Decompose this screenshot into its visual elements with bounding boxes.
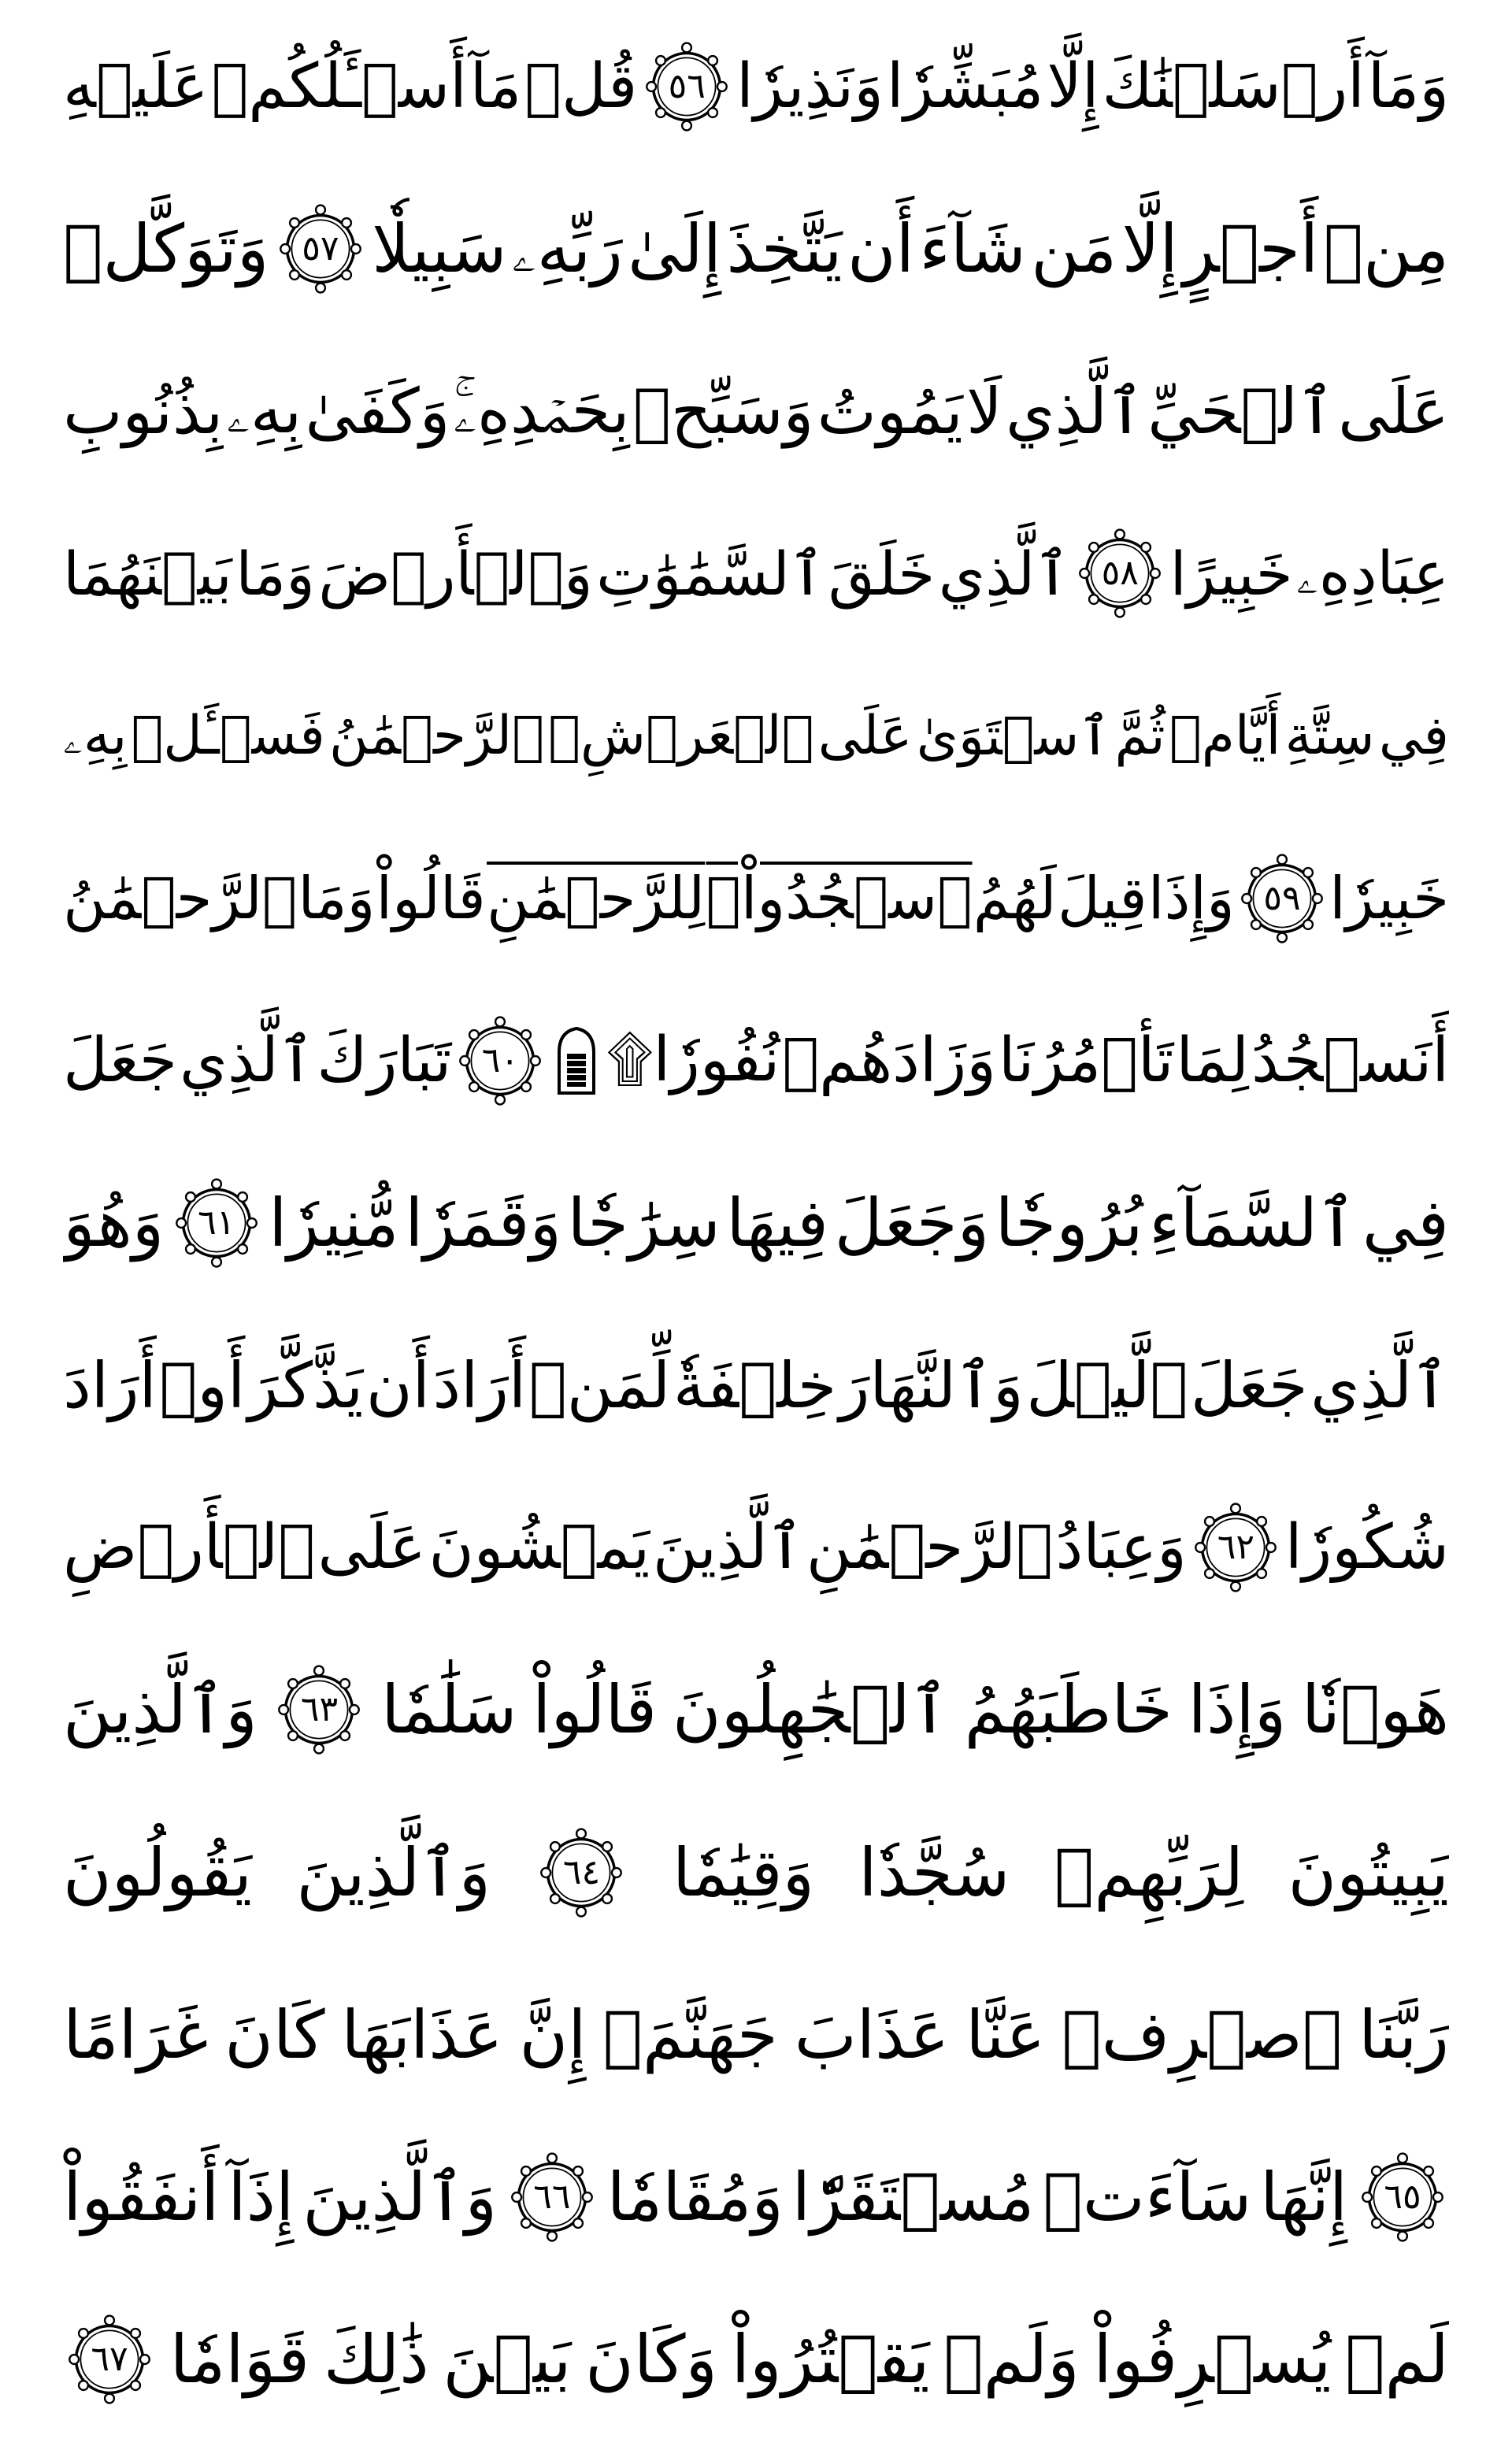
verse-word: تَبَارَكَ	[317, 1025, 452, 1096]
verse-word: وَٱلَّذِينَ	[63, 1671, 258, 1749]
text-line	[63, 2134, 1449, 2260]
verse-word: ٱلۡجَٰهِلُونَ	[672, 1671, 949, 1749]
verse-word: لَا	[966, 374, 1002, 448]
verse-word: خِلۡفَةٗ	[673, 1348, 837, 1422]
ayah-number: ٥٧	[302, 228, 339, 269]
verse-word: ٱلَّذِي	[179, 1025, 315, 1096]
verse-word: عَذَابَهَا	[341, 1996, 503, 2074]
ayah-number: ٦١	[198, 1202, 235, 1243]
text-line	[63, 24, 1449, 150]
ayah-number-marker	[170, 1177, 263, 1269]
verse-word: ٱلَّذِي	[1006, 374, 1144, 448]
verse-word: غَرَامًا	[63, 1996, 209, 2074]
verse-word: وَقِيَٰمٗا	[672, 1833, 815, 1911]
verse-word: وَزَادَهُمۡ	[782, 1025, 996, 1096]
verse-word: إِلَىٰ	[628, 210, 722, 288]
text-line	[63, 1810, 1449, 1936]
ayah-number: ٦٧	[91, 2338, 128, 2379]
verse-word: لِرَبِّهِمۡ	[1054, 1833, 1244, 1911]
text-line	[63, 2296, 1449, 2422]
verse-word: لِّمَنۡ	[528, 1348, 671, 1422]
verse-word: بَيۡنَ	[443, 2320, 572, 2398]
verse-word: وَإِذَا	[1147, 864, 1235, 932]
verse-word: وَٱلَّذِينَ	[302, 2158, 498, 2236]
verse-word: قِيلَ	[1057, 864, 1147, 932]
verse-word: تَأۡمُرُنَا	[998, 1025, 1174, 1096]
verse-word: بِهِۦ	[63, 704, 128, 767]
verse-word: ٱلرَّحۡمَٰنِ	[806, 1512, 1053, 1584]
verse-word: خَبِيرٗا	[1329, 864, 1449, 932]
verse-word: ٱلرَّحۡمَٰنُ	[328, 705, 544, 768]
verse-word: ٱلَّذِي	[1310, 1348, 1449, 1422]
verse-word: بُرُوجٗا	[995, 1184, 1143, 1262]
ayah-number-marker	[535, 1826, 628, 1919]
verse-word: أَنَسۡجُدُ	[1251, 1025, 1449, 1096]
verse-word: عَلَى	[817, 705, 913, 768]
verse-word: خَلَقَ	[828, 538, 936, 609]
ayah-number: ٥٩	[1263, 877, 1301, 918]
verse-word: خَاطَبَهُمُ	[964, 1671, 1173, 1749]
verse-word: ٱلَّذِي	[938, 538, 1070, 609]
ayah-number-marker	[274, 202, 367, 295]
verse-word: وَجَعَلَ	[834, 1184, 990, 1262]
verse-word: قَالُواْ	[376, 864, 486, 932]
verse-word: ٱلرَّحۡمَٰنُ	[63, 864, 298, 932]
ayah-number-marker	[1356, 2151, 1449, 2244]
verse-word: وَلَمۡ	[943, 2320, 1080, 2398]
ayah-number: ٦٢	[1217, 1527, 1254, 1568]
verse-word: ٱصۡرِفۡ	[1062, 1996, 1343, 2074]
verse-word: ثُمَّ	[1114, 705, 1166, 768]
ayah-number: ٦٥	[1384, 2176, 1421, 2217]
verse-word: ٱلۡحَيِّ	[1147, 374, 1335, 448]
ayah-number-marker	[1189, 1501, 1282, 1594]
verse-word: وَقَمَرٗا	[405, 1184, 562, 1262]
text-line	[63, 1160, 1449, 1286]
verse-word: سِرَٰجٗا	[567, 1184, 721, 1262]
ayah-number: ٦٦	[533, 2176, 571, 2217]
verse-word: شَآءَ	[919, 210, 1026, 288]
verse-word: لَهُمُ	[973, 864, 1057, 932]
verse-word: فِي	[1378, 705, 1449, 768]
verse-word: سَآءَتۡ	[1043, 2158, 1252, 2236]
verse-word: وَمُقَامٗا	[606, 2158, 784, 2236]
verse-word: رَبِّهِۦ	[511, 209, 623, 287]
verse-word: يَبِيتُونَ	[1288, 1833, 1449, 1911]
sajdah-marker	[549, 1021, 604, 1100]
text-line	[63, 1484, 1449, 1610]
verse-word: ٱلسَّمَآءِ	[1148, 1184, 1357, 1262]
ayah-number: ٥٦	[668, 66, 706, 106]
verse-word: كَانَ	[224, 1996, 325, 2074]
verse-word: أَنفَقُواْ	[63, 2158, 220, 2236]
verse-word: يَتَّخِذَ	[726, 210, 843, 288]
verse-word: سُجَّدٗا	[858, 1833, 1010, 1911]
verse-word: وَعِبَادُ	[1055, 1512, 1187, 1584]
verse-word: إِلَّا	[1047, 51, 1099, 122]
verse-word: عَلَى	[317, 1512, 426, 1584]
verse-word: أَيَّامٖ	[1169, 705, 1281, 768]
verse-word: إِنَّهَا	[1260, 2158, 1348, 2236]
verse-word: وَٱلنَّهَارَ	[839, 1348, 1024, 1422]
verse-word: عَلَيۡهِ	[63, 51, 209, 122]
verse-word: خَبِيرًا	[1169, 538, 1293, 609]
text-line	[63, 673, 1449, 799]
verse-word: لِمَا	[1176, 1025, 1249, 1096]
verse-word: وَٱلۡأَرۡضَ	[318, 538, 593, 609]
text-line	[63, 186, 1449, 312]
verse-word: وَٱلَّذِينَ	[296, 1833, 491, 1911]
verse-word: وَتَوَكَّلۡ	[63, 210, 269, 288]
ayah-number: ٦٤	[562, 1851, 601, 1892]
ayah-number-marker	[640, 40, 733, 133]
verse-word: بِذُنُوبِ	[63, 374, 224, 448]
verse-word: وَهُوَ	[63, 1184, 165, 1262]
ayah-number-marker	[63, 2313, 156, 2406]
text-line	[63, 836, 1449, 962]
verse-word: عَنَّا	[965, 1996, 1046, 2074]
verse-word: يَقۡتُرُواْ	[731, 2320, 930, 2398]
verse-word: يُسۡرِفُواْ	[1093, 2320, 1332, 2398]
verse-word: شُكُورٗا	[1284, 1512, 1449, 1584]
verse-word: يَمُوتُ	[817, 374, 963, 448]
verse-word: بِهِۦ	[226, 374, 302, 448]
verse-word: يَمۡشُونَ	[428, 1512, 650, 1584]
verse-word: أَرۡسَلۡنَٰكَ	[1102, 51, 1365, 122]
verse-word: بَيۡنَهُمَا	[63, 538, 232, 609]
verse-word: وَمَا	[235, 538, 315, 609]
verse-word: وَإِذَا	[1188, 1671, 1287, 1749]
verse-word: وَكَانَ	[585, 2320, 717, 2398]
verse-word: إِذَآ	[228, 2158, 295, 2236]
verse-word: ٱلسَّمَٰوَٰتِ	[596, 538, 825, 609]
verse-word: عَذَابَ	[794, 1996, 950, 2074]
verse-word: أَن	[365, 1348, 430, 1422]
verse-word: أَن	[847, 210, 914, 288]
ayah-number-marker	[1236, 852, 1329, 945]
verse-word: جَهَنَّمَۖ	[602, 1996, 778, 2074]
verse-word: عَلَى	[1338, 374, 1449, 448]
verse-word: سِتَّةِ	[1284, 705, 1375, 768]
verse-word: مَن	[1031, 210, 1117, 288]
text-line	[63, 348, 1449, 474]
ayah-number-marker	[272, 1663, 365, 1756]
verse-word: بِحَمۡدِهِۦۚ	[453, 374, 630, 448]
verse-word: مِنۡ	[1323, 210, 1449, 288]
verse-word: سَلَٰمٗا	[381, 1671, 517, 1749]
verse-word: مُّنِيرٗا	[269, 1184, 399, 1262]
verse-word: أَرَادَ	[63, 1348, 157, 1422]
verse-word: هَوۡنٗا	[1301, 1671, 1449, 1749]
verse-word: ٱلَّذِينَ	[652, 1512, 804, 1584]
verse-word: لَمۡ	[1345, 2320, 1449, 2398]
text-line	[63, 1322, 1449, 1448]
ayah-number-marker	[506, 2151, 598, 2244]
text-line	[63, 998, 1449, 1124]
verse-word: مَآ	[469, 51, 522, 122]
verse-word: لِلرَّحۡمَٰنِ	[487, 864, 706, 932]
verse-word: عِبَادِهِۦ	[1296, 537, 1449, 608]
verse-word: رَبَّنَا	[1358, 1996, 1449, 2074]
verse-word: إِلَّا	[1121, 210, 1178, 288]
verse-word: مُبَشِّرٗا	[886, 51, 1044, 122]
verse-word: وَسَبِّحۡ	[632, 374, 814, 448]
text-line	[63, 1972, 1449, 2098]
ayah-number: ٥٨	[1101, 553, 1139, 594]
verse-word: نُفُورٗا۩	[606, 1025, 780, 1096]
verse-word: قُلۡ	[524, 51, 638, 122]
ayah-number-marker	[1073, 527, 1166, 620]
verse-word: ٱسۡجُدُواْۤ	[706, 864, 973, 932]
verse-word: مُسۡتَقَرّٗا	[791, 2158, 1035, 2236]
verse-word: جَعَلَ	[1190, 1348, 1308, 1422]
text-line	[63, 510, 1449, 636]
verse-word: وَمَآ	[1367, 51, 1449, 122]
verse-word: وَكَفَىٰ	[305, 374, 450, 448]
text-line	[63, 1647, 1449, 1773]
verse-word: وَنَذِيرٗا	[736, 51, 884, 122]
verse-word: أَجۡرٍ	[1183, 210, 1319, 288]
verse-word: أَرَادَ	[432, 1348, 527, 1422]
verse-word: فِيهَا	[726, 1184, 829, 1262]
verse-word: وَمَا	[298, 864, 376, 932]
verse-word: ذَٰلِكَ	[323, 2320, 429, 2398]
verse-word: إِنَّ	[519, 1996, 587, 2074]
ayah-number: ٦٠	[481, 1040, 519, 1080]
verse-word: أَسۡـَٔلُكُمۡ	[211, 51, 467, 122]
verse-word: سَبِيلٗا	[372, 210, 507, 288]
verse-word: أَوۡ	[159, 1348, 246, 1422]
verse-word: قَالُواْ	[532, 1671, 658, 1749]
sajdah-mark-icon	[553, 1025, 600, 1096]
verse-word: جَعَلَ	[63, 1025, 178, 1096]
verse-word: قَوَامٗا	[169, 2320, 310, 2398]
verse-word: ٱلۡعَرۡشِۚ	[548, 705, 814, 768]
quran-text-block	[63, 24, 1449, 2422]
ayah-number-marker	[454, 1014, 547, 1107]
verse-word: ٱلَّيۡلَ	[1026, 1348, 1188, 1422]
verse-word: يَذَّكَّرَ	[247, 1348, 364, 1422]
verse-word: فِي	[1362, 1184, 1449, 1262]
verse-word: ٱلۡأَرۡضِ	[63, 1512, 315, 1584]
verse-word: ٱسۡتَوَىٰ	[916, 705, 1111, 768]
verse-word: يَقُولُونَ	[63, 1833, 252, 1911]
ayah-number: ٦٣	[300, 1689, 339, 1730]
verse-word: فَسۡـَٔلۡ	[131, 705, 325, 768]
